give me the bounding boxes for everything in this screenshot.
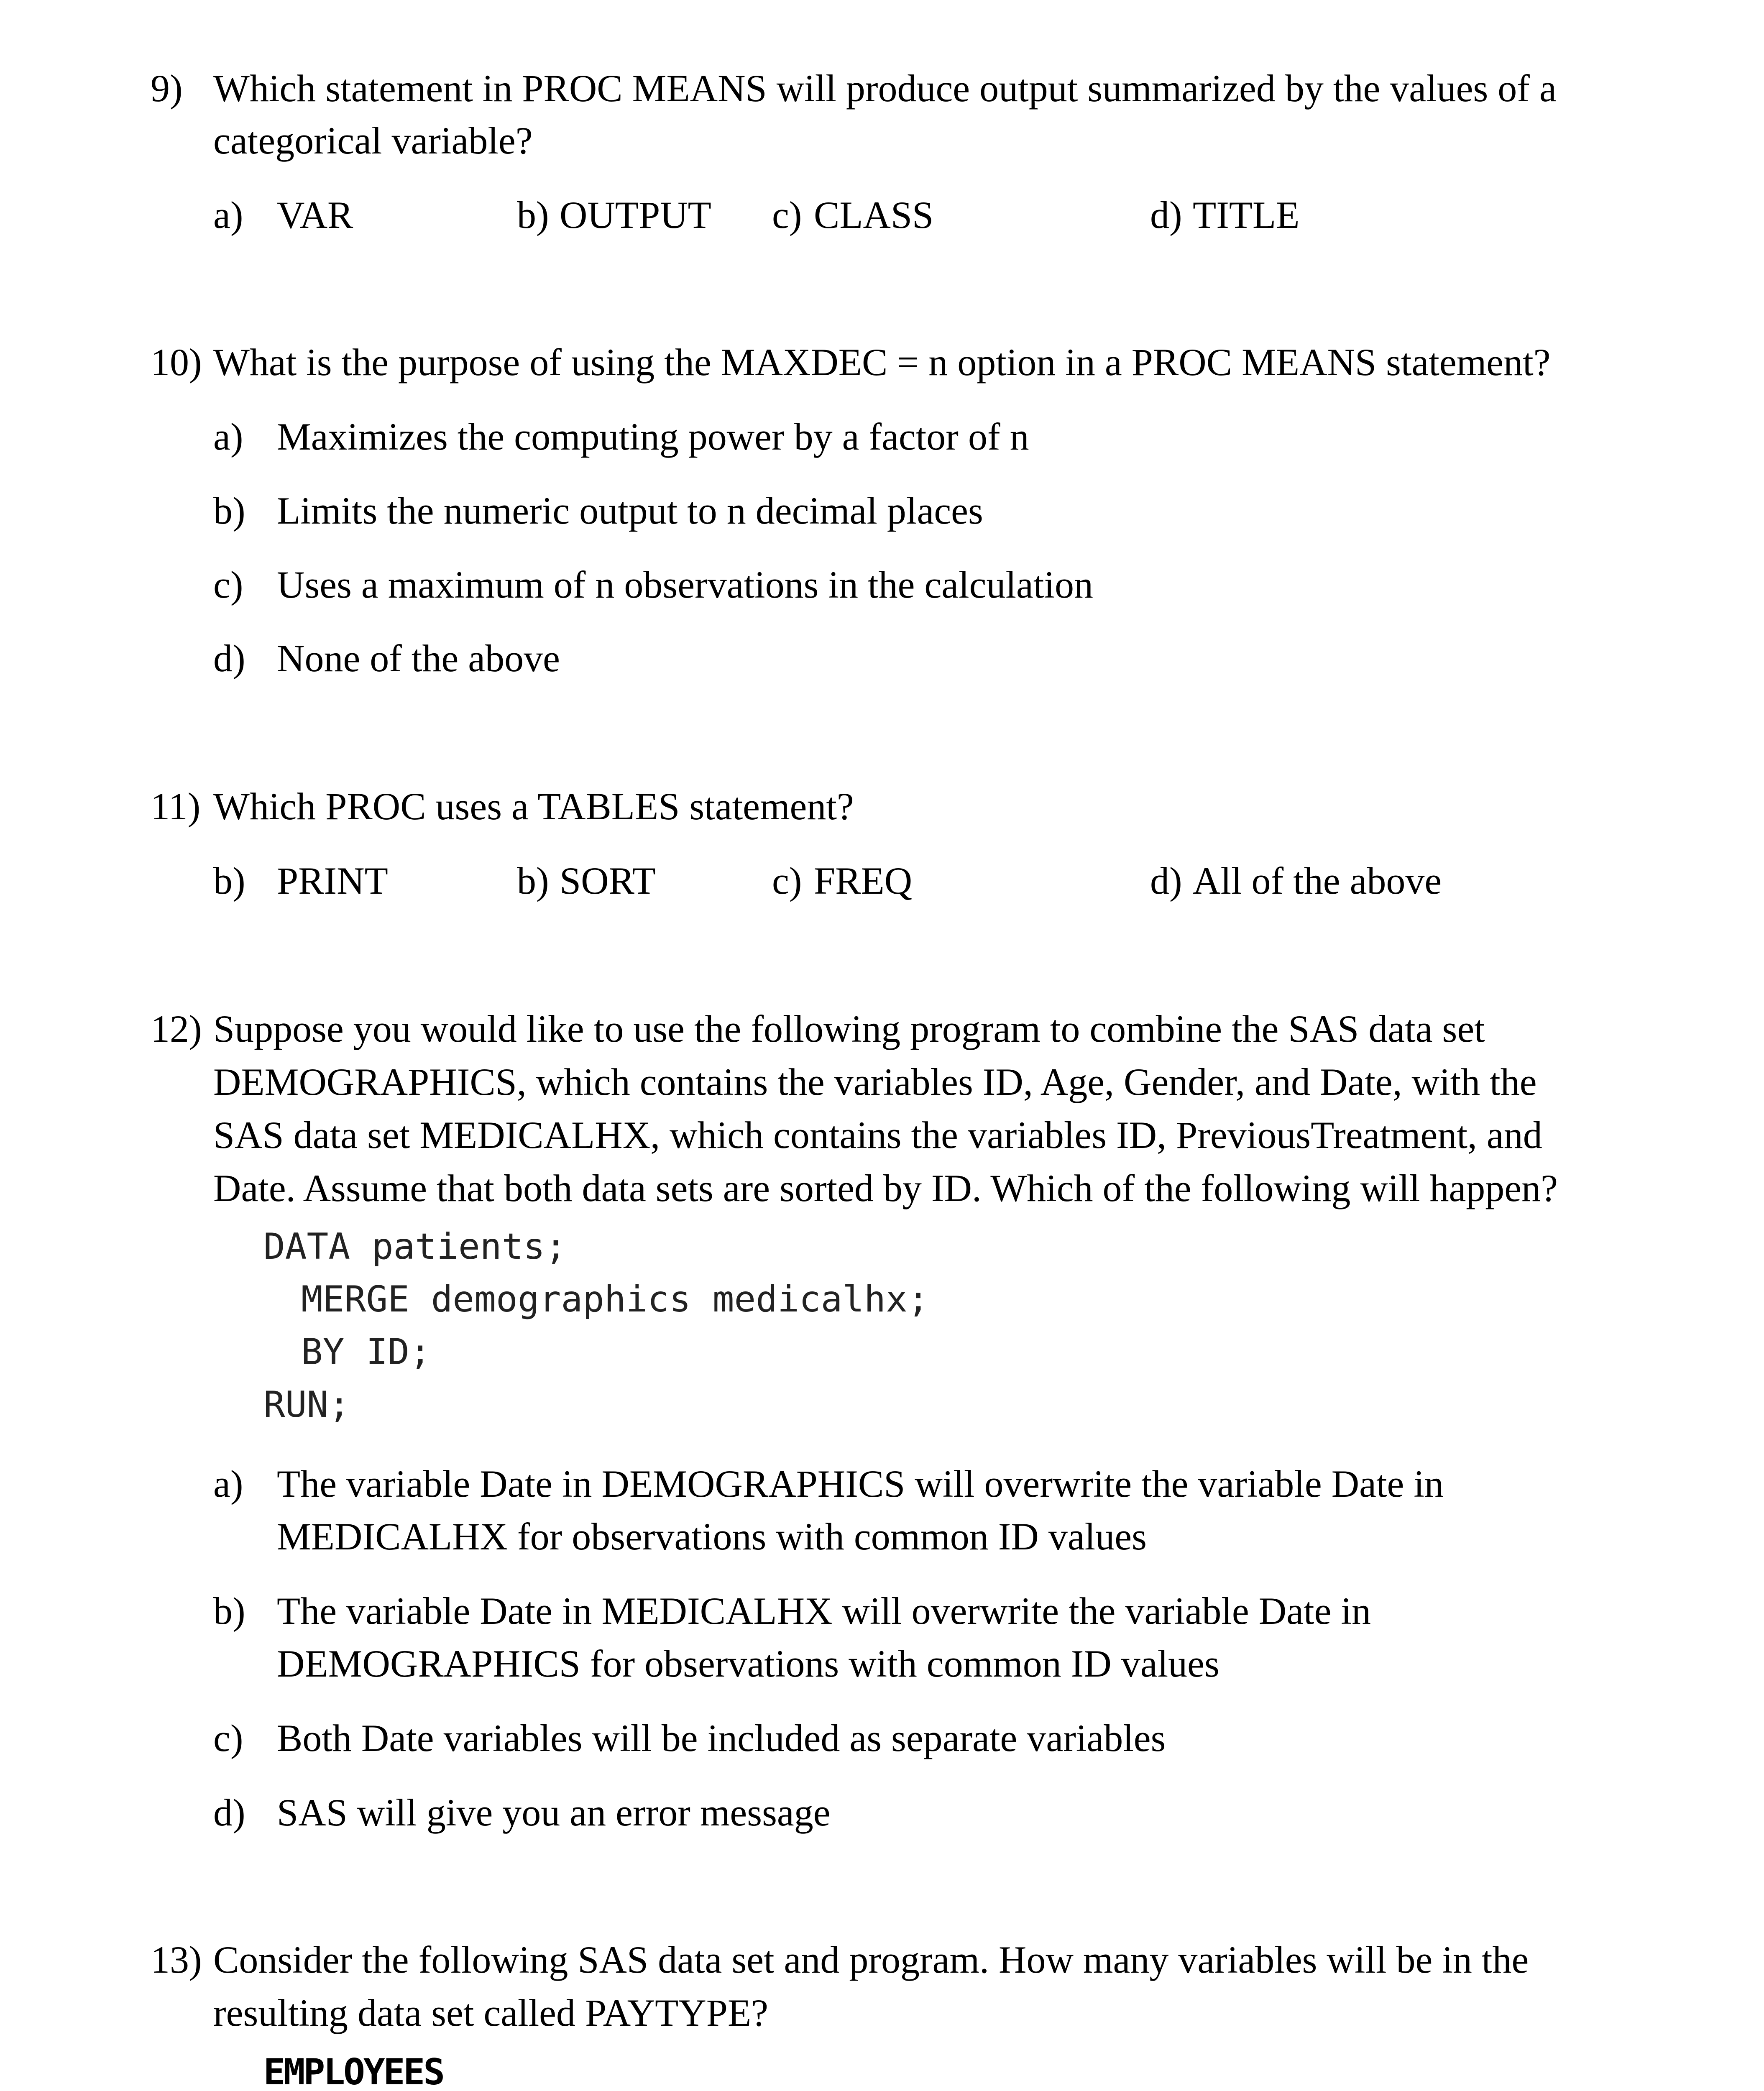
question-number: 11) [151,785,201,828]
code-line: BY ID; [301,1331,431,1373]
dataset-title: EMPLOYEES [263,2051,443,2091]
option-letter: c) [213,563,243,606]
code-line: MERGE demographics medicalhx; [301,1278,929,1320]
question-text-line: SAS data set MEDICALHX, which contains the variables ID, PreviousTreatment, and [213,1114,1542,1156]
option-text-line: Both Date variables will be included as separate variables [277,1717,1166,1759]
option-text-line: The variable Date in DEMOGRAPHICS will overwrite the variable Date in [277,1462,1444,1505]
option-text-line: SAS will give you an error message [277,1791,831,1834]
option-letter: b) [213,859,245,902]
code-line: RUN; [263,1384,350,1426]
question-text-line: Which statement in PROC MEANS will produce output summarized by the values of a [213,67,1557,110]
option-text: TITLE [1193,194,1300,236]
option-letter: b) [517,194,549,236]
option-text: Uses a maximum of n observations in the calculation [277,563,1093,606]
question-number: 10) [151,341,202,383]
option-letter: d) [1150,859,1182,902]
question-text-line: Consider the following SAS data set and program. How many variables will be in the [213,1938,1529,1981]
option-letter: a) [213,194,243,236]
option-letter: b) [213,489,245,532]
question-text-line: Suppose you would like to use the following program to combine the SAS data set [213,1007,1485,1050]
question-text-line: DEMOGRAPHICS, which contains the variables ID, Age, Gender, and Date, with the [213,1061,1537,1103]
option-letter: d) [213,637,245,680]
question-text-line: What is the purpose of using the MAXDEC = n option in a PROC MEANS statement? [213,341,1551,383]
option-letter: c) [213,1717,243,1759]
option-letter: b) [213,1590,245,1632]
option-text: SORT [560,859,656,902]
option-text: PRINT [277,859,388,902]
option-letter: d) [213,1791,245,1834]
question-text-line: Date. Assume that both data sets are sorted by ID. Which of the following will happen? [213,1167,1558,1209]
question-text-line: Which PROC uses a TABLES statement? [213,785,854,828]
option-text: All of the above [1193,859,1442,902]
question-number: 13) [151,1938,202,1981]
option-letter: a) [213,415,243,458]
option-text: Maximizes the computing power by a factor of n [277,415,1029,458]
question-number: 9) [151,67,183,110]
option-text: VAR [277,194,353,236]
option-text: CLASS [814,194,934,236]
option-letter: c) [772,859,802,902]
option-text-line: The variable Date in MEDICALHX will overwrite the variable Date in [277,1590,1371,1632]
option-text-line: DEMOGRAPHICS for observations with common ID values [277,1642,1219,1685]
option-text: FREQ [814,859,913,902]
option-text: None of the above [277,637,560,680]
option-text: OUTPUT [560,194,711,236]
option-letter: c) [772,194,802,236]
option-letter: a) [213,1462,243,1505]
option-letter: b) [517,859,549,902]
question-text-line: resulting data set called PAYTYPE? [213,1991,768,2034]
question-number: 12) [151,1007,202,1050]
question-text-line: categorical variable? [213,119,533,162]
option-letter: d) [1150,194,1182,236]
code-line: DATA patients; [263,1226,567,1268]
option-text-line: MEDICALHX for observations with common ID values [277,1515,1147,1558]
option-text: Limits the numeric output to n decimal places [277,489,983,532]
